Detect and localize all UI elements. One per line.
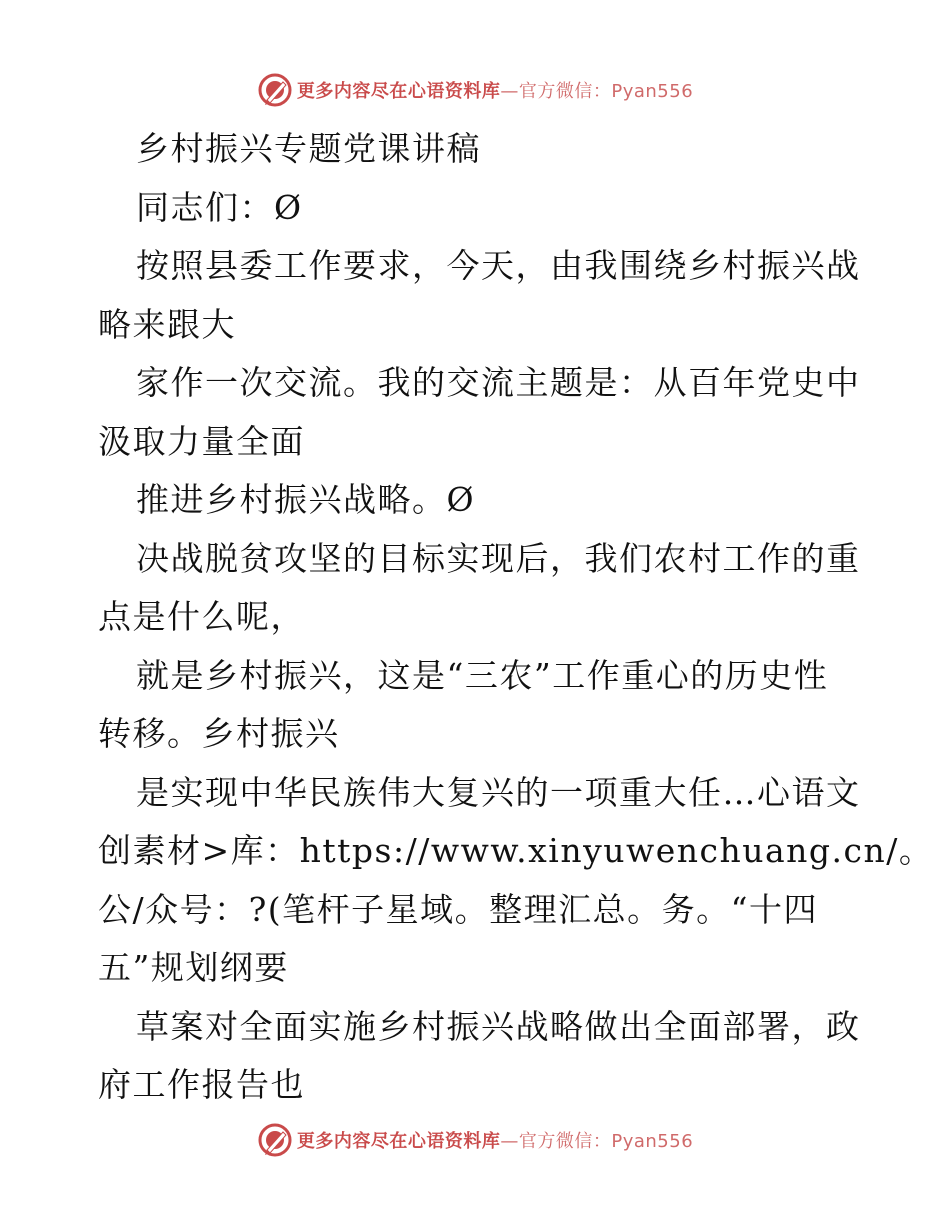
paragraph-line: 是实现中华民族伟大复兴的一项重大任…心语文 bbox=[136, 772, 861, 812]
paragraph-line: 家作一次交流。我的交流主题是：从百年党史中 bbox=[136, 363, 861, 402]
paragraph-line: 创素材>库：https://www.xinyuwenchuang.cn/。 bbox=[98, 831, 934, 870]
footer-watermark bbox=[0, 1118, 950, 1162]
document-title: 乡村振兴专题党课讲稿 bbox=[136, 129, 481, 168]
paragraph-line: 转移。乡村振兴 bbox=[98, 714, 340, 753]
watermark-text bbox=[297, 1127, 693, 1153]
header-watermark bbox=[0, 68, 950, 112]
paragraph-line: 决战脱贫攻坚的目标实现后，我们农村工作的重 bbox=[136, 538, 861, 578]
salutation: 同志们：Ø bbox=[136, 187, 303, 227]
paragraph-line: 汲取力量全面 bbox=[98, 421, 305, 461]
paragraph-line: 按照县委工作要求，今天，由我围绕乡村振兴战 bbox=[136, 246, 861, 285]
paragraph-line: 公/众号：?(笔杆子星域。整理汇总。务。“十四 bbox=[98, 889, 819, 929]
watermark-brand: 更多内容尽在心语资料库 bbox=[296, 81, 501, 102]
paragraph-line: 草案对全面实施乡村振兴战略做出全面部署，政 bbox=[136, 1006, 861, 1046]
document-body bbox=[98, 120, 934, 1115]
brand-logo-icon bbox=[257, 1122, 293, 1158]
paragraph-line: 推进乡村振兴战略。Ø bbox=[136, 480, 476, 519]
watermark-contact: —官方微信：Pyan556 bbox=[500, 1131, 694, 1152]
paragraph-line: 府工作报告也 bbox=[98, 1065, 305, 1104]
watermark-brand: 更多内容尽在心语资料库 bbox=[296, 1131, 501, 1152]
brand-logo-icon bbox=[257, 72, 293, 108]
paragraph-line: 略来跟大 bbox=[98, 304, 236, 344]
watermark-contact: —官方微信：Pyan556 bbox=[500, 81, 694, 102]
paragraph-line: 点是什么呢， bbox=[98, 597, 305, 636]
watermark-text bbox=[297, 77, 693, 103]
paragraph-line: 就是乡村振兴，这是“三农”工作重心的历史性 bbox=[136, 655, 829, 695]
paragraph-line: 五”规划纲要 bbox=[98, 948, 289, 987]
